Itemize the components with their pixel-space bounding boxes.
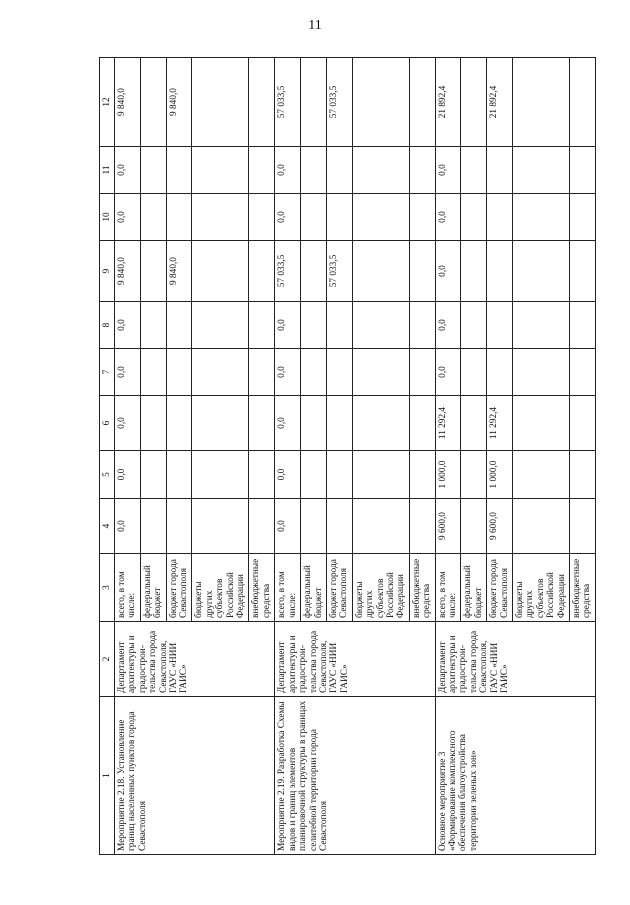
value-cell — [192, 147, 249, 194]
table-row — [115, 58, 141, 855]
value-cell — [513, 499, 570, 554]
value-cell: 0,0 — [275, 194, 301, 241]
event-cell: Мероприятие 2.19. Разработка Схемы видов и границ элементов планировочной структуры в границах селитебной территории города Севастополя — [275, 697, 435, 855]
value-cell — [461, 349, 487, 396]
value-cell: 1 000,0 — [487, 451, 513, 499]
value-cell: 0,0 — [115, 147, 141, 194]
header-cell: 4 — [100, 499, 115, 554]
rotated-table-frame — [99, 58, 593, 855]
value-cell — [461, 194, 487, 241]
value-cell — [352, 58, 409, 147]
value-cell: 57 033,5 — [326, 241, 352, 302]
budget-table — [99, 57, 596, 855]
value-cell — [461, 147, 487, 194]
header-cell: 7 — [100, 349, 115, 396]
value-cell — [140, 396, 166, 451]
value-cell — [352, 147, 409, 194]
value-cell: 0,0 — [275, 396, 301, 451]
value-cell: 9 600,0 — [435, 499, 461, 554]
value-cell — [487, 147, 513, 194]
value-cell: 0,0 — [435, 302, 461, 349]
source-cell: бюджеты других субъектов Российской Федерации — [192, 554, 249, 622]
value-cell — [249, 194, 275, 241]
table-row — [275, 58, 301, 855]
source-cell: федеральный бюджет — [461, 554, 487, 622]
header-cell: 6 — [100, 396, 115, 451]
value-cell: 57 033,5 — [275, 58, 301, 147]
header-cell: 11 — [100, 147, 115, 194]
value-cell — [301, 451, 327, 499]
value-cell — [301, 58, 327, 147]
value-cell: 9 840,0 — [166, 58, 192, 147]
value-cell: 0,0 — [435, 241, 461, 302]
value-cell — [301, 302, 327, 349]
source-cell: всего, в том числе: — [435, 554, 461, 622]
value-cell — [140, 349, 166, 396]
value-cell — [352, 349, 409, 396]
value-cell — [570, 396, 596, 451]
value-cell: 0,0 — [115, 349, 141, 396]
value-cell — [326, 451, 352, 499]
value-cell — [301, 396, 327, 451]
value-cell — [513, 58, 570, 147]
value-cell — [326, 147, 352, 194]
value-cell — [352, 241, 409, 302]
event-cell: Мероприятие 2.18. Установление границ населенных пунктов города Севастополя — [115, 697, 275, 855]
value-cell — [352, 302, 409, 349]
value-cell — [461, 451, 487, 499]
value-cell — [513, 302, 570, 349]
value-cell: 0,0 — [275, 147, 301, 194]
value-cell — [166, 396, 192, 451]
header-cell: 2 — [100, 622, 115, 697]
value-cell — [326, 396, 352, 451]
value-cell — [570, 194, 596, 241]
value-cell: 9 840,0 — [166, 241, 192, 302]
source-cell: бюджет города Севастополя — [166, 554, 192, 622]
value-cell — [409, 58, 435, 147]
value-cell — [192, 499, 249, 554]
event-cell: Основное мероприятие 3 «Формирование комплексного обеспечения благоустройства территории зеленых зон» — [435, 697, 595, 855]
value-cell: 21 892,4 — [435, 58, 461, 147]
value-cell — [140, 451, 166, 499]
source-cell: федеральный бюджет — [140, 554, 166, 622]
header-cell: 10 — [100, 194, 115, 241]
value-cell: 0,0 — [435, 194, 461, 241]
value-cell: 0,0 — [275, 499, 301, 554]
source-cell: внебюджетные средства — [249, 554, 275, 622]
value-cell — [249, 241, 275, 302]
value-cell: 0,0 — [115, 194, 141, 241]
value-cell: 11 292,4 — [435, 396, 461, 451]
table-row — [435, 58, 461, 855]
value-cell: 1 000,0 — [435, 451, 461, 499]
value-cell — [570, 499, 596, 554]
value-cell — [570, 58, 596, 147]
value-cell — [192, 302, 249, 349]
value-cell: 11 292,4 — [487, 396, 513, 451]
executor-cell: Департамент архитектуры и градострои-тельства города Севастополя, ГАУС «НИИ ГАИС» — [115, 622, 275, 697]
value-cell: 9 600,0 — [487, 499, 513, 554]
source-cell: бюджет города Севастополя — [326, 554, 352, 622]
value-cell — [326, 194, 352, 241]
value-cell — [166, 302, 192, 349]
value-cell — [352, 396, 409, 451]
value-cell — [409, 499, 435, 554]
value-cell — [166, 451, 192, 499]
value-cell — [301, 499, 327, 554]
value-cell — [192, 194, 249, 241]
value-cell: 0,0 — [115, 396, 141, 451]
value-cell: 0,0 — [275, 302, 301, 349]
value-cell — [326, 499, 352, 554]
value-cell — [326, 302, 352, 349]
value-cell — [461, 499, 487, 554]
value-cell — [166, 349, 192, 396]
value-cell — [487, 349, 513, 396]
executor-cell: Департамент архитектуры и градострои-тельства города Севастополя, ГАУС «НИИ ГАИС» — [435, 622, 595, 697]
value-cell — [409, 451, 435, 499]
value-cell — [513, 349, 570, 396]
value-cell — [409, 147, 435, 194]
value-cell — [249, 302, 275, 349]
value-cell: 0,0 — [115, 302, 141, 349]
value-cell — [140, 499, 166, 554]
value-cell — [409, 349, 435, 396]
value-cell — [192, 396, 249, 451]
value-cell — [249, 349, 275, 396]
executor-cell: Департамент архитектуры и градострои-тельства города Севастополя, ГАУС «НИИ ГАИС» — [275, 622, 435, 697]
page-number: 11 — [308, 18, 322, 33]
value-cell: 0,0 — [275, 451, 301, 499]
value-cell: 21 892,4 — [487, 58, 513, 147]
value-cell: 0,0 — [115, 451, 141, 499]
value-cell — [513, 241, 570, 302]
value-cell — [461, 302, 487, 349]
value-cell — [192, 241, 249, 302]
value-cell — [352, 451, 409, 499]
value-cell — [166, 147, 192, 194]
value-cell — [409, 302, 435, 349]
value-cell — [409, 396, 435, 451]
value-cell — [570, 147, 596, 194]
source-cell: всего, в том числе: — [275, 554, 301, 622]
source-cell: федеральный бюджет — [301, 554, 327, 622]
value-cell — [140, 302, 166, 349]
source-cell: бюджет города Севастополя — [487, 554, 513, 622]
header-row — [100, 58, 115, 855]
value-cell — [513, 194, 570, 241]
source-cell: внебюджетные средства — [409, 554, 435, 622]
value-cell — [487, 194, 513, 241]
value-cell — [513, 396, 570, 451]
value-cell — [192, 58, 249, 147]
value-cell — [192, 451, 249, 499]
value-cell — [461, 58, 487, 147]
source-cell: всего, в том числе: — [115, 554, 141, 622]
value-cell: 0,0 — [435, 147, 461, 194]
value-cell — [166, 499, 192, 554]
value-cell — [301, 241, 327, 302]
value-cell — [352, 194, 409, 241]
value-cell — [409, 241, 435, 302]
value-cell — [570, 451, 596, 499]
header-cell: 12 — [100, 58, 115, 147]
header-cell: 5 — [100, 451, 115, 499]
value-cell — [249, 58, 275, 147]
value-cell — [140, 147, 166, 194]
value-cell — [140, 58, 166, 147]
value-cell — [461, 396, 487, 451]
value-cell — [487, 302, 513, 349]
value-cell: 0,0 — [275, 349, 301, 396]
value-cell — [301, 147, 327, 194]
value-cell — [166, 194, 192, 241]
value-cell — [140, 194, 166, 241]
value-cell: 0,0 — [435, 349, 461, 396]
value-cell — [249, 396, 275, 451]
value-cell — [249, 499, 275, 554]
value-cell: 9 840,0 — [115, 58, 141, 147]
value-cell — [301, 349, 327, 396]
value-cell — [513, 147, 570, 194]
value-cell — [487, 241, 513, 302]
value-cell — [192, 349, 249, 396]
value-cell — [249, 147, 275, 194]
value-cell: 57 033,5 — [326, 58, 352, 147]
value-cell — [461, 241, 487, 302]
value-cell — [570, 241, 596, 302]
value-cell — [570, 349, 596, 396]
value-cell — [570, 302, 596, 349]
header-cell: 1 — [100, 697, 115, 855]
source-cell: бюджеты других субъектов Российской Федерации — [513, 554, 570, 622]
value-cell: 57 033,5 — [275, 241, 301, 302]
value-cell: 0,0 — [115, 499, 141, 554]
header-cell: 8 — [100, 302, 115, 349]
header-cell: 9 — [100, 241, 115, 302]
source-cell: бюджеты других субъектов Российской Федерации — [352, 554, 409, 622]
value-cell — [409, 194, 435, 241]
value-cell — [513, 451, 570, 499]
value-cell: 9 840,0 — [115, 241, 141, 302]
value-cell — [301, 194, 327, 241]
value-cell — [352, 499, 409, 554]
value-cell — [140, 241, 166, 302]
value-cell — [326, 349, 352, 396]
value-cell — [249, 451, 275, 499]
source-cell: внебюджетные средства — [570, 554, 596, 622]
header-cell: 3 — [100, 554, 115, 622]
